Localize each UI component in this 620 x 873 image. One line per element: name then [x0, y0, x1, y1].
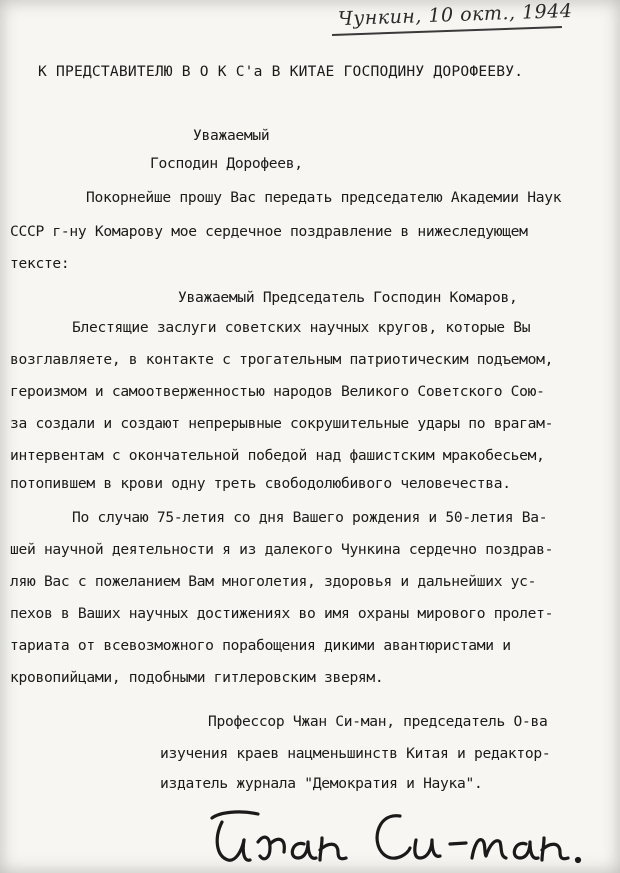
quoted-salutation: Уважаемый Председатель Господин Комаров, — [178, 289, 518, 306]
body-line: потопившем в крови одну треть свободолюбивого человечества. — [10, 475, 511, 492]
body-line: Покорнейше прошу Вас передать председателю Академии Наук — [86, 189, 562, 206]
closing-line: издатель журнала "Демократия и Наука". — [160, 775, 483, 792]
salutation-line-1: Уважаемый — [193, 127, 270, 144]
closing-line: изучения краев нацменьшинств Китая и редактор- — [160, 745, 551, 762]
body-line: Блестящие заслуги советских научных кругов, которые Вы — [72, 319, 531, 336]
body-line: По случаю 75-летия со дня Вашего рождения и 50-летия Ва- — [72, 509, 548, 526]
body-line: СССР г-ну Комарову мое сердечное поздравление в нижеследующем — [10, 223, 528, 240]
body-line: возглавляете, в контакте с трогательным патриотическим подъемом, — [10, 351, 554, 368]
body-line: тексте: — [10, 255, 70, 272]
body-line: шей научной деятельности я из далекого Чункина сердечно поздрав- — [10, 541, 554, 558]
body-line: героизмом и самоотверженностью народов Великого Советского Сою- — [10, 383, 545, 400]
handwritten-date: Чункин, 10 окт., 1944 — [337, 0, 573, 31]
body-line: ляю Вас с пожеланием Вам многолетия, здоровья и дальнейших ус- — [10, 573, 537, 590]
handwritten-signature — [200, 800, 600, 870]
salutation-line-2: Господин Дорофеев, — [150, 155, 303, 172]
letter-heading: К ПРЕДСТАВИТЕЛЮ В О К С'а В КИТАЕ ГОСПОДИНУ ДОРОФЕЕВУ. — [38, 63, 524, 80]
body-line: интервентам с окончательной победой над фашистским мракобесьем, — [10, 447, 545, 464]
body-line: кровопийцами, подобными гитлеровским зверям. — [10, 669, 384, 686]
body-line: тариата от всевозможного порабощения дикими авантюристами и — [10, 637, 511, 654]
closing-line: Профессор Чжан Си-ман, председатель О-ва — [208, 713, 548, 730]
body-line: за создали и создают непрерывные сокрушительные удары по врагам- — [10, 415, 554, 432]
body-line: пехов в Ваших научных достижениях во имя охраны мирового пролет- — [10, 605, 554, 622]
